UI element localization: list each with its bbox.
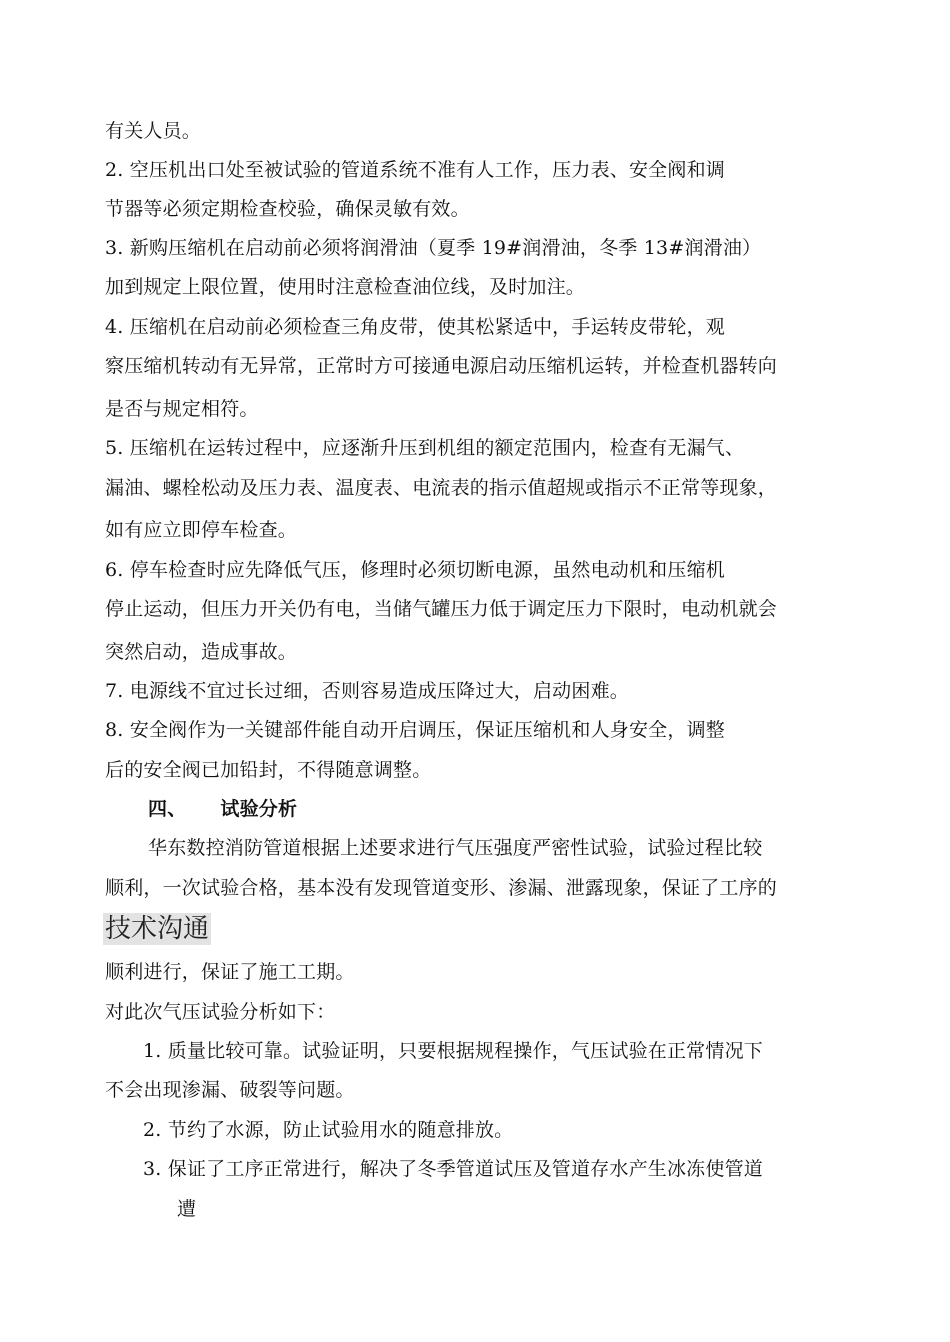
list-item-8: 8. 安全阀作为一关键部件能自动开启调压，保证压缩机和人身安全，调整: [105, 719, 725, 741]
text-line: 有关人员。: [105, 120, 202, 142]
paragraph-line: 华东数控消防管道根据上述要求进行气压强度严密性试验，试验过程比较: [148, 837, 763, 859]
list-item-7: 7. 电源线不宜过长过细，否则容易造成压降过大，启动困难。: [105, 680, 629, 702]
text-line: 漏油、螺栓松动及压力表、温度表、电流表的指示值超规或指示不正常等现象，: [105, 477, 778, 499]
paragraph-line: 顺利进行，保证了施工工期。: [105, 961, 355, 983]
text-line: 察压缩机转动有无异常，正常时方可接通电源启动压缩机运转，并检查机器转向: [105, 355, 778, 377]
section-title: 试验分析: [220, 798, 298, 820]
text-line: 节器等必须定期检查校验，确保灵敏有效。: [105, 198, 470, 220]
analysis-item-3: 3. 保证了工序正常进行，解决了冬季管道试压及管道存水产生冰冻使管道: [143, 1158, 763, 1180]
text-line: 停止运动，但压力开关仍有电，当储气罐压力低于调定压力下限时，电动机就会: [105, 598, 778, 620]
analysis-item-1: 1. 质量比较可靠。试验证明，只要根据规程操作，气压试验在正常情况下: [143, 1040, 763, 1062]
list-item-3: 3. 新购压缩机在启动前必须将润滑油（夏季 19#润滑油，冬季 13#润滑油）: [105, 237, 762, 259]
analysis-item-2: 2. 节约了水源，防止试验用水的随意排放。: [143, 1119, 514, 1141]
text-line: 不会出现渗漏、破裂等问题。: [105, 1079, 355, 1101]
text-line: 突然启动，造成事故。: [105, 641, 298, 663]
text-line: 后的安全阀已加铅封，不得随意调整。: [105, 759, 432, 781]
text-line: 如有应立即停车检查。: [105, 519, 298, 541]
text-line: 遭: [177, 1198, 197, 1220]
text-line: 加到规定上限位置，使用时注意检查油位线，及时加注。: [105, 276, 586, 298]
section-heading: [148, 797, 297, 821]
watermark-label: 技术沟通: [105, 914, 210, 944]
list-item-6: 6. 停车检查时应先降低气压，修理时必须切断电源，虽然电动机和压缩机: [105, 559, 725, 581]
section-number: 四、: [148, 798, 187, 820]
paragraph-line: 对此次气压试验分析如下：: [105, 1001, 336, 1023]
list-item-5: 5. 压缩机在运转过程中，应逐渐升压到机组的额定范围内，检查有无漏气、: [105, 437, 745, 459]
list-item-4: 4. 压缩机在启动前必须检查三角皮带，使其松紧适中，手运转皮带轮，观: [105, 316, 725, 338]
text-line: 是否与规定相符。: [105, 398, 259, 420]
paragraph-line: 顺利，一次试验合格，基本没有发现管道变形、渗漏、泄露现象，保证了工序的: [105, 877, 778, 899]
list-item-2: 2. 空压机出口处至被试验的管道系统不准有人工作，压力表、安全阀和调: [105, 159, 725, 181]
